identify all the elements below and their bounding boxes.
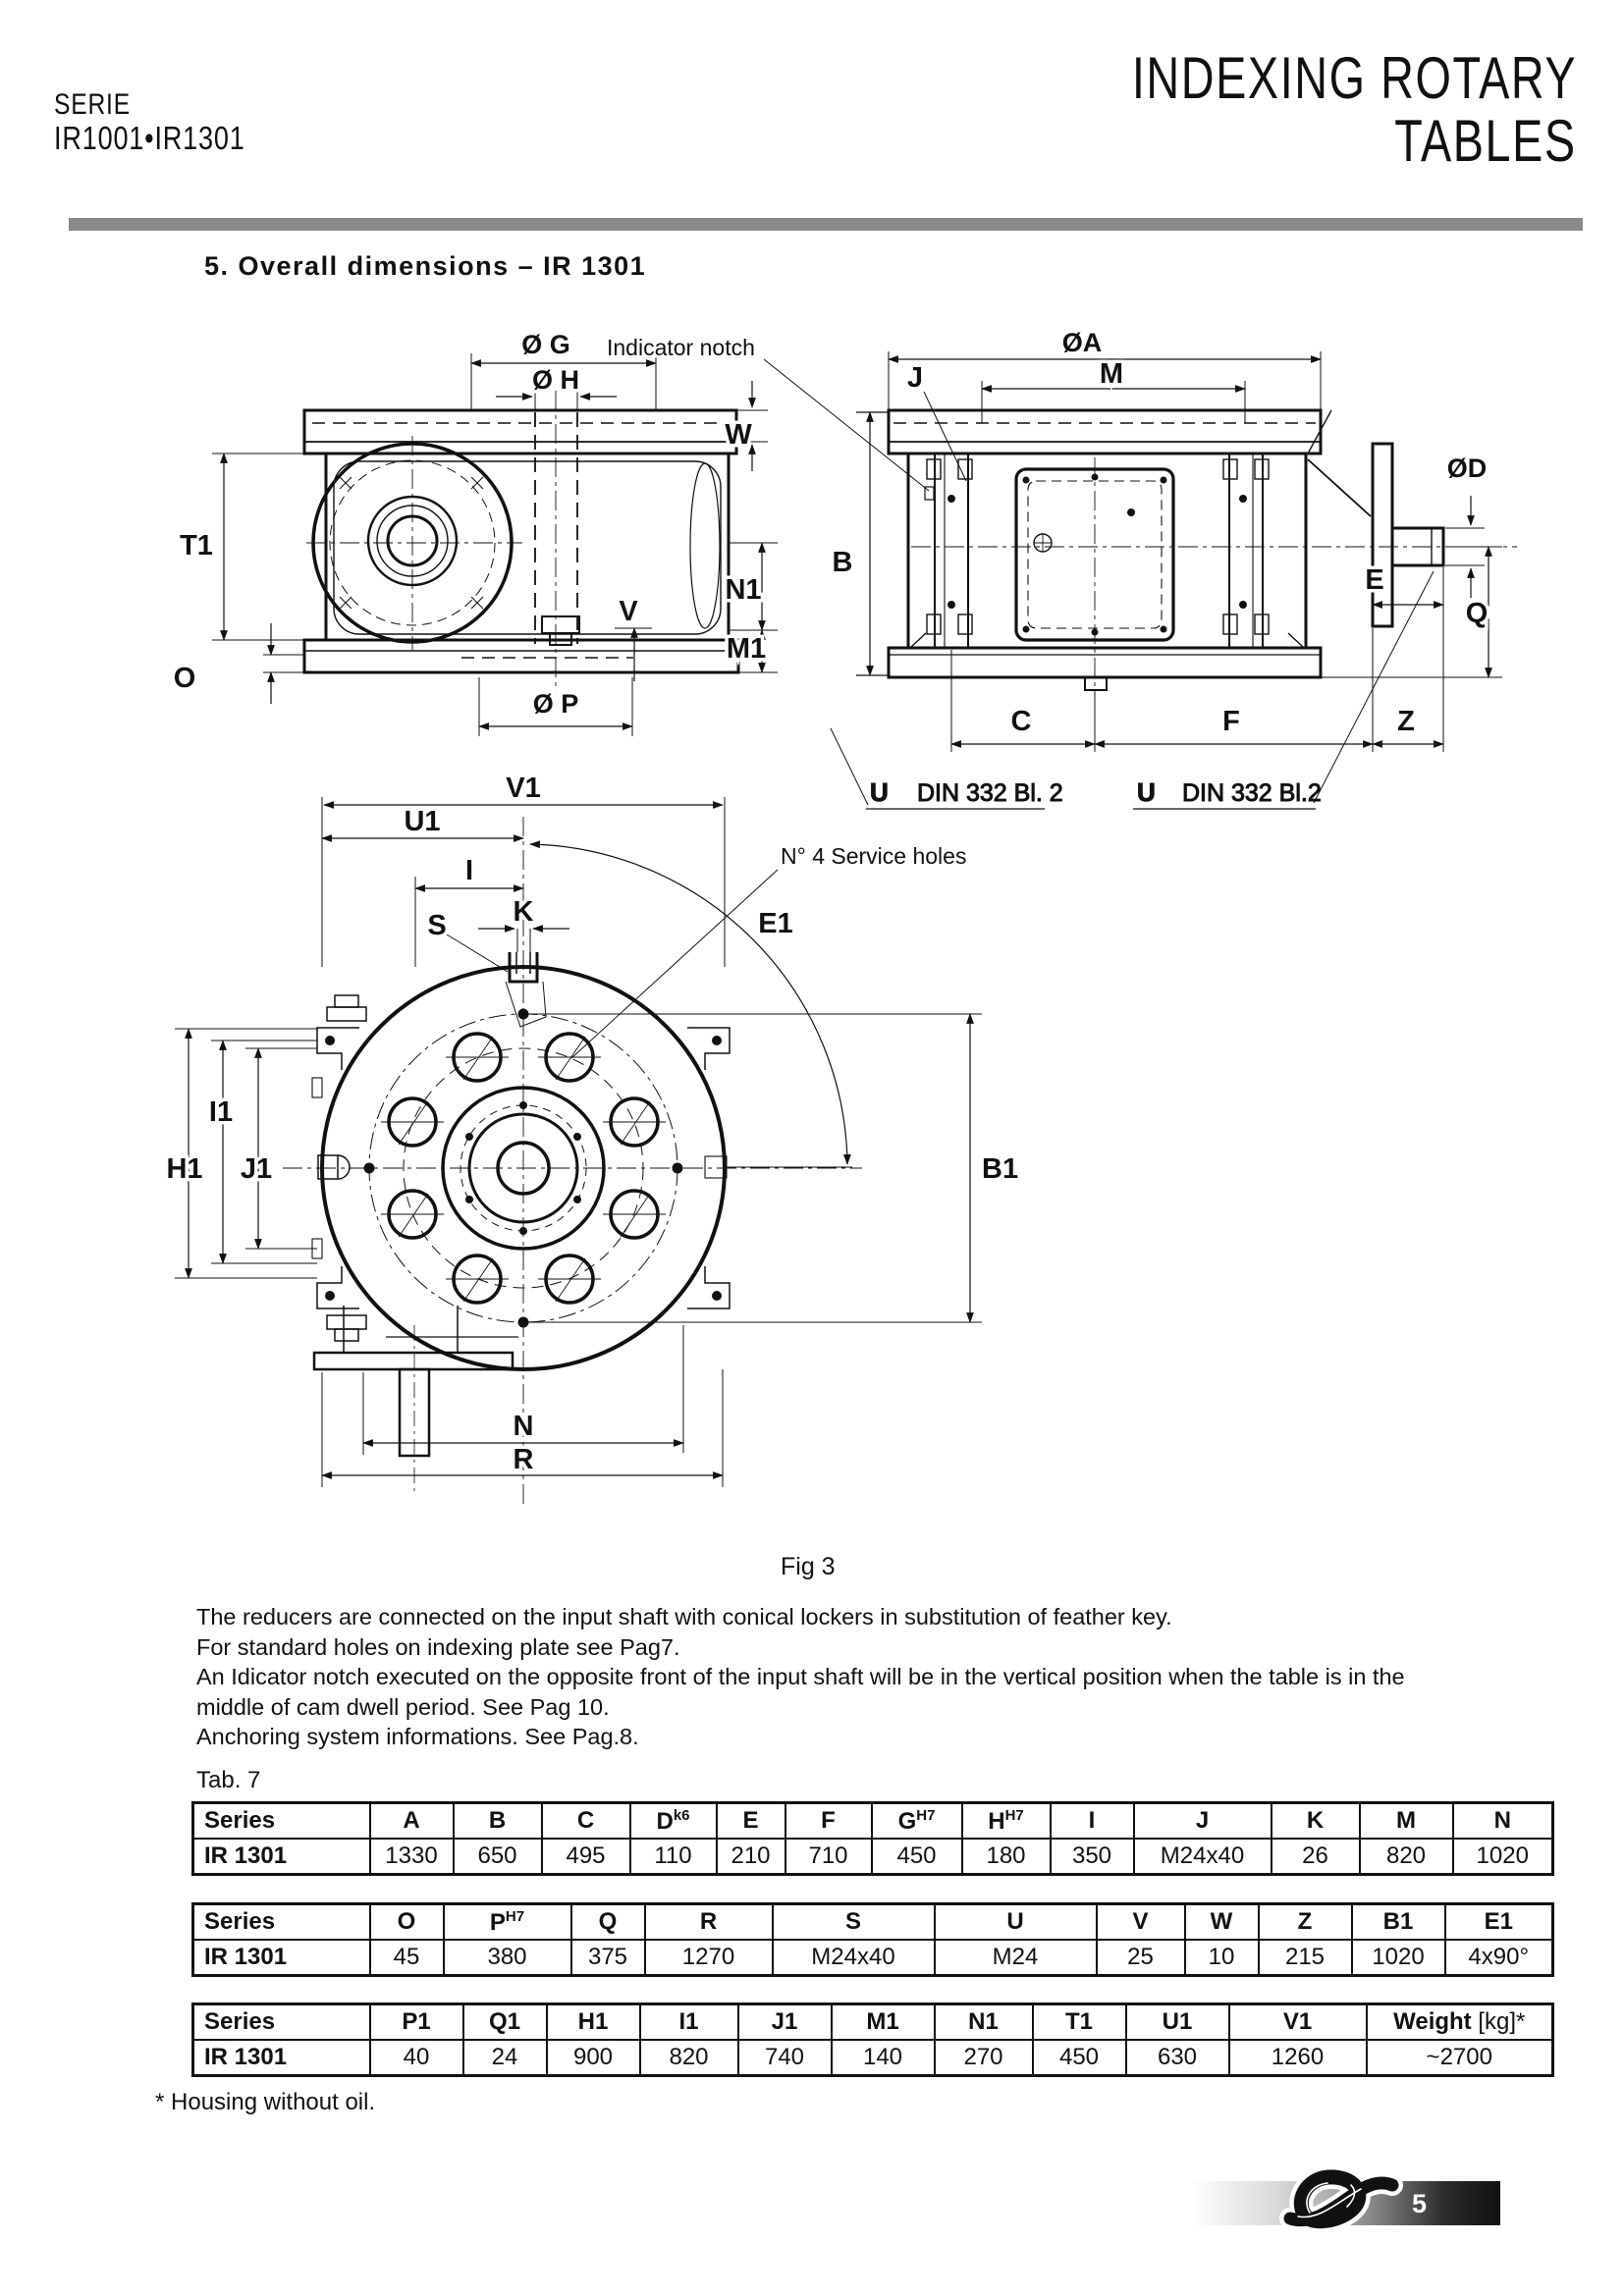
note-line: Anchoring system informations. See Pag.8. bbox=[196, 1724, 639, 1749]
dim-label-c: C bbox=[1010, 706, 1032, 737]
dim-label-op: Ø P bbox=[532, 689, 579, 719]
dim-label-j: J bbox=[906, 362, 924, 394]
dim-label-v: V bbox=[619, 596, 638, 627]
din-left-label: DIN 332 Bl. 2 bbox=[917, 779, 1063, 807]
series-models: IR1001•IR1301 bbox=[54, 120, 245, 156]
front-view-drawing bbox=[831, 328, 1517, 809]
table-data-row: IR 1301 40 24 900 820 740 140 270 450 630 1260 ~2700 bbox=[193, 2040, 1553, 2076]
table-data-row: IR 1301 45 380 375 1270 M24x40 M24 25 10 215 1020 4x90° bbox=[193, 1940, 1553, 1976]
dim-label-w: W bbox=[725, 419, 752, 451]
dim-label-od: ØD bbox=[1446, 454, 1488, 483]
dim-label-z: Z bbox=[1397, 706, 1415, 737]
dim-label-n: N bbox=[513, 1411, 534, 1442]
dim-label-u1: U1 bbox=[404, 806, 441, 837]
dim-label-og: Ø G bbox=[521, 330, 570, 359]
table-caption: Tab. 7 bbox=[196, 1767, 261, 1793]
din-right-label: DIN 332 Bl.2 bbox=[1182, 779, 1322, 807]
series-label: SERIE bbox=[54, 88, 131, 121]
figure-caption: Fig 3 bbox=[781, 1553, 836, 1580]
dimension-table-1 bbox=[191, 1801, 1554, 1876]
dim-label-n1: N1 bbox=[725, 574, 762, 606]
top-view-drawing bbox=[166, 773, 1018, 1504]
dim-label-s: S bbox=[427, 910, 447, 941]
header-divider bbox=[69, 218, 1583, 231]
table-header-row: Series P1 Q1 H1 I1 J1 M1 N1 T1 U1 V1 Weight [kg]* bbox=[193, 2004, 1553, 2041]
table-footnote: * Housing without oil. bbox=[155, 2089, 376, 2115]
note-line: For standard holes on indexing plate see Pag7. bbox=[196, 1633, 680, 1660]
dim-label-oa: ØA bbox=[1061, 328, 1103, 357]
dim-label-o: O bbox=[173, 663, 196, 694]
table-data-row: IR 1301 1330 650 495 110 210 710 450 180 350 M24x40 26 820 1020 bbox=[193, 1839, 1553, 1875]
dim-label-e1: E1 bbox=[758, 908, 793, 939]
u-left-label: U bbox=[870, 777, 889, 807]
dim-label-i1: I1 bbox=[208, 1096, 234, 1128]
note-line: The reducers are connected on the input shaft with conical lockers in substitution of feather key. bbox=[196, 1604, 1172, 1629]
page-number: 5 bbox=[1412, 2189, 1428, 2218]
side-view-drawing bbox=[174, 330, 934, 736]
dim-label-b: B bbox=[832, 547, 853, 578]
page-title-line2: TABLES bbox=[1394, 108, 1577, 174]
u-right-label: U bbox=[1137, 777, 1156, 807]
dimension-table-2 bbox=[191, 1902, 1554, 1977]
dim-label-q: Q bbox=[1465, 598, 1489, 629]
dim-label-m1: M1 bbox=[726, 633, 767, 665]
dim-label-v1: V1 bbox=[506, 773, 541, 804]
note-line: An Idicator notch executed on the opposite front of the input shaft will be in the vertical position when the table is in the bbox=[196, 1664, 1405, 1689]
section-heading: 5. Overall dimensions – IR 1301 bbox=[204, 251, 647, 281]
dim-label-t1: T1 bbox=[180, 530, 213, 561]
dim-label-i: I bbox=[464, 855, 474, 886]
notes-block bbox=[196, 1602, 1405, 1752]
service-holes-label: N° 4 Service holes bbox=[781, 843, 967, 869]
dim-label-h1: H1 bbox=[166, 1153, 203, 1185]
note-line: middle of cam dwell period. See Pag 10. bbox=[196, 1693, 610, 1720]
dim-label-j1: J1 bbox=[240, 1153, 273, 1185]
page-title-line1: INDEXING ROTARY bbox=[1131, 45, 1577, 111]
table-header-row: Series O $P^{H7}$ Q R S U V W Z B1 E1 bbox=[193, 1904, 1553, 1941]
dim-label-b1: B1 bbox=[982, 1153, 1019, 1185]
dim-label-f: F bbox=[1222, 706, 1240, 737]
dim-label-r: R bbox=[513, 1444, 534, 1475]
dim-label-oh: Ø H bbox=[531, 365, 580, 395]
table-header-row: Series A B C $D^{k6}$ E F $G^{H7}$ $H^{H7}$ I J K M N bbox=[193, 1803, 1553, 1840]
dimension-table-3 bbox=[191, 2002, 1554, 2077]
indicator-notch-label: Indicator notch bbox=[607, 335, 755, 360]
technical-drawing bbox=[0, 275, 1624, 1610]
dim-label-e: E bbox=[1365, 564, 1384, 596]
dim-label-m: M bbox=[1099, 358, 1124, 390]
dim-label-k: K bbox=[513, 896, 534, 928]
brand-logo-icon bbox=[1276, 2158, 1414, 2236]
